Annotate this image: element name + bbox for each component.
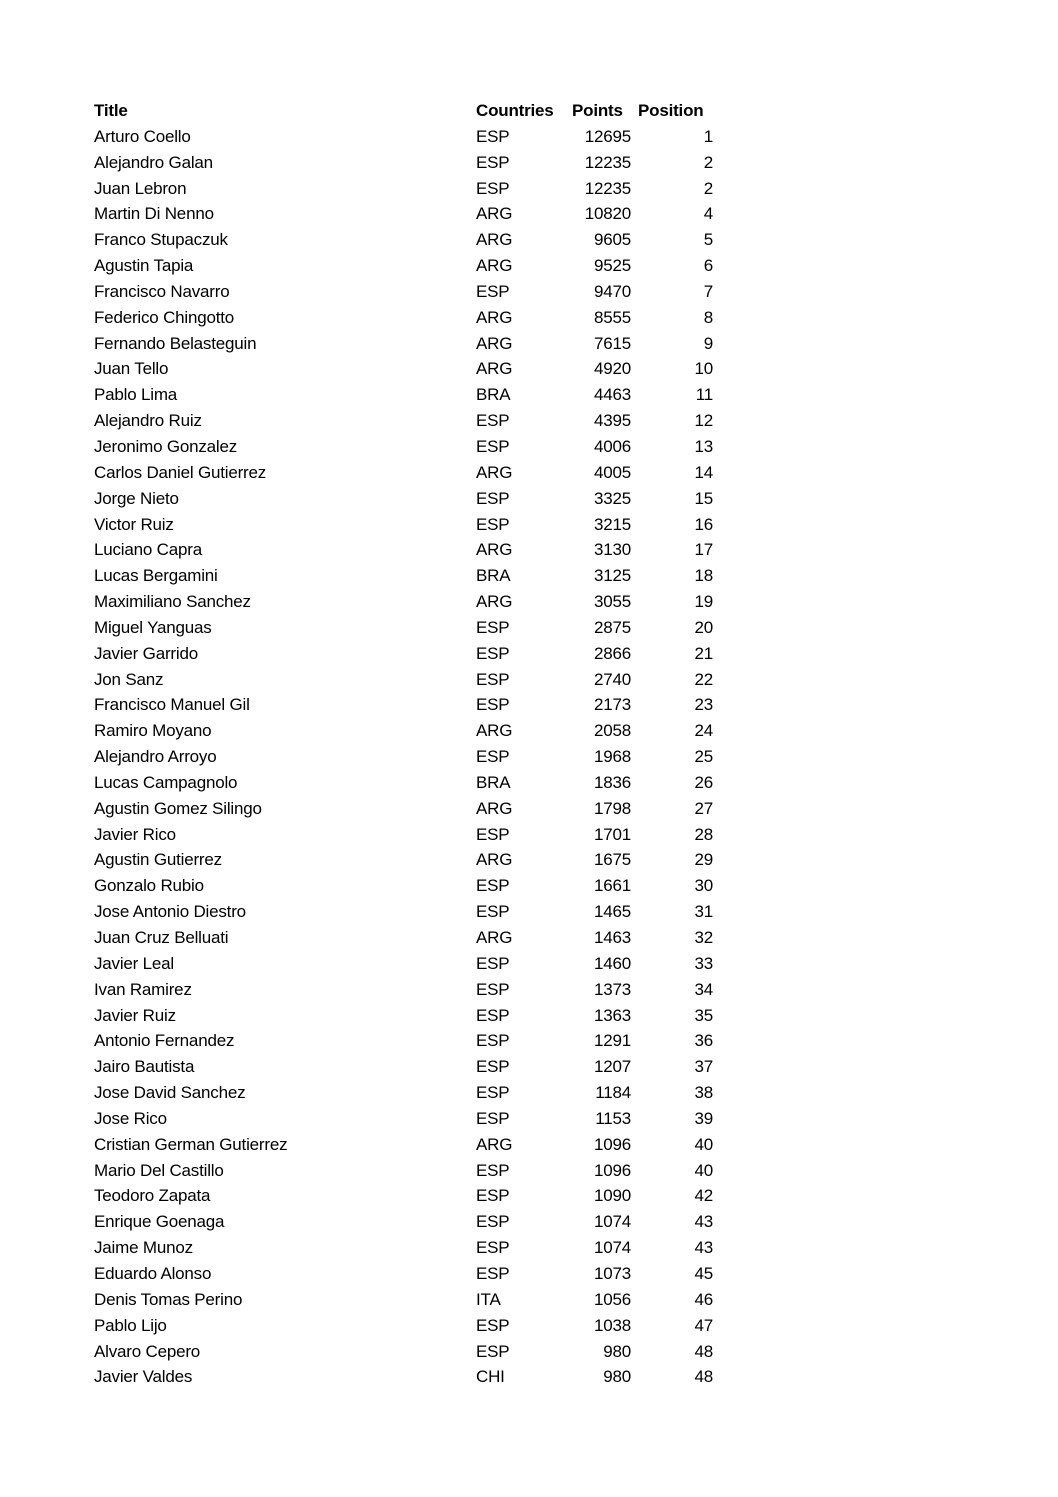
player-points: 1291 [593, 1031, 631, 1051]
player-name: Federico Chingotto [94, 307, 235, 327]
player-position: 20 [694, 617, 713, 637]
table-row [94, 1003, 734, 1029]
table-row [94, 150, 734, 176]
table-row [94, 1106, 734, 1132]
player-points: 10820 [584, 204, 631, 224]
table-row [94, 537, 734, 563]
player-country: ESP [476, 1031, 510, 1051]
table-row [94, 951, 734, 977]
player-country: ITA [476, 1289, 501, 1309]
player-points: 1465 [593, 902, 631, 922]
player-country: ARG [476, 462, 513, 482]
player-position: 40 [694, 1134, 713, 1154]
player-name: Mario Del Castillo [94, 1160, 224, 1180]
table-row [94, 1054, 734, 1080]
player-name: Juan Cruz Belluati [94, 928, 229, 947]
player-position: 8 [703, 307, 713, 327]
player-name: Francisco Manuel Gil [94, 695, 250, 715]
player-points: 1184 [595, 1083, 631, 1103]
player-points: 980 [603, 1367, 631, 1387]
player-points: 980 [603, 1341, 631, 1361]
player-points: 9470 [593, 281, 631, 301]
player-name: Lucas Campagnolo [94, 772, 238, 792]
player-country: BRA [476, 772, 511, 792]
table-row [94, 899, 734, 925]
player-country: ARG [476, 307, 513, 327]
player-name: Eduardo Alonso [94, 1263, 212, 1283]
table-row [94, 770, 734, 796]
player-position: 43 [694, 1238, 713, 1258]
player-country: ESP [476, 514, 510, 534]
player-name: Francisco Navarro [94, 281, 230, 301]
player-points: 3215 [593, 514, 631, 534]
player-position: 16 [694, 514, 713, 534]
player-country: ESP [476, 902, 510, 922]
player-name: Gonzalo Rubio [94, 876, 204, 896]
player-position: 17 [694, 540, 713, 560]
player-position: 18 [694, 566, 713, 586]
table-row [94, 667, 734, 693]
player-country: ESP [476, 1005, 510, 1025]
player-points: 1056 [593, 1289, 631, 1309]
player-position: 43 [694, 1212, 713, 1232]
player-position: 10 [694, 359, 713, 379]
player-name: Alejandro Galan [94, 152, 213, 172]
player-position: 25 [694, 747, 713, 767]
table-row [94, 822, 734, 848]
player-points: 1096 [593, 1160, 631, 1180]
table-row [94, 331, 734, 357]
player-name: Ivan Ramirez [94, 979, 192, 999]
table-row [94, 176, 734, 202]
player-position: 15 [694, 488, 713, 508]
player-position: 42 [694, 1186, 713, 1206]
player-country: ESP [476, 669, 510, 689]
table-row [94, 382, 734, 408]
player-position: 34 [694, 979, 713, 999]
player-country: ARG [476, 850, 513, 870]
player-points: 12235 [584, 152, 631, 172]
player-position: 26 [694, 772, 713, 792]
player-points: 1090 [593, 1186, 631, 1206]
player-country: ESP [476, 411, 510, 431]
table-row [94, 615, 734, 641]
player-country: ESP [476, 152, 510, 172]
player-name: Carlos Daniel Gutierrez [94, 462, 267, 482]
player-name: Juan Lebron [94, 178, 187, 198]
player-position: 5 [703, 230, 713, 250]
player-name: Javier Valdes [94, 1367, 193, 1387]
player-position: 28 [694, 824, 713, 844]
player-points: 2173 [593, 695, 631, 715]
player-country: ARG [476, 230, 513, 250]
rankings-table [94, 98, 734, 1390]
player-position: 1 [703, 126, 713, 146]
player-country: ESP [476, 695, 510, 715]
player-name: Cristian German Gutierrez [94, 1134, 288, 1154]
player-country: ESP [476, 1341, 510, 1361]
player-position: 39 [694, 1108, 713, 1128]
player-points: 4920 [593, 359, 631, 379]
player-name: Maximiliano Sanchez [94, 592, 251, 612]
player-position: 2 [703, 178, 713, 198]
player-country: ESP [476, 1186, 510, 1206]
table-row [94, 512, 734, 538]
player-points: 1363 [593, 1005, 631, 1025]
player-position: 27 [694, 798, 713, 818]
table-row [94, 1339, 734, 1365]
player-country: ARG [476, 204, 513, 224]
player-position: 19 [694, 592, 713, 612]
player-country: CHI [476, 1367, 505, 1387]
player-name: Denis Tomas Perino [94, 1289, 243, 1309]
header-title: Title [94, 101, 128, 120]
player-position: 46 [694, 1289, 713, 1309]
player-country: ARG [476, 540, 513, 560]
player-points: 4005 [593, 462, 631, 482]
player-name: Franco Stupaczuk [94, 230, 228, 250]
player-name: Pablo Lima [94, 385, 178, 405]
table-row [94, 925, 734, 951]
player-position: 23 [694, 695, 713, 715]
player-country: ARG [476, 592, 513, 612]
player-country: ESP [476, 178, 510, 198]
player-name: Jeronimo Gonzalez [94, 436, 238, 456]
player-country: ARG [476, 359, 513, 379]
player-country: ESP [476, 617, 510, 637]
player-points: 1675 [593, 850, 631, 870]
player-position: 37 [694, 1057, 713, 1077]
player-name: Javier Leal [94, 953, 175, 973]
player-position: 12 [694, 411, 713, 431]
player-country: ARG [476, 1134, 513, 1154]
player-name: Luciano Capra [94, 540, 202, 560]
player-points: 12695 [584, 126, 631, 146]
player-points: 4463 [593, 385, 631, 405]
table-row [94, 589, 734, 615]
player-country: BRA [476, 566, 511, 586]
player-position: 2 [703, 152, 713, 172]
table-row [94, 718, 734, 744]
player-points: 4006 [593, 436, 631, 456]
player-points: 3325 [593, 488, 631, 508]
player-country: ESP [476, 1263, 510, 1283]
player-points: 1207 [593, 1057, 631, 1077]
table-row [94, 408, 734, 434]
player-position: 35 [694, 1005, 713, 1025]
player-country: ESP [476, 747, 510, 767]
player-position: 14 [694, 462, 713, 482]
player-country: ESP [476, 1315, 510, 1335]
table-row [94, 460, 734, 486]
table-row [94, 305, 734, 331]
player-country: ESP [476, 1238, 510, 1258]
player-country: ESP [476, 643, 510, 663]
player-position: 48 [694, 1367, 713, 1387]
player-position: 32 [694, 928, 713, 947]
player-points: 1463 [593, 928, 631, 947]
player-name: Arturo Coello [94, 126, 191, 146]
player-name: Pablo Lijo [94, 1315, 167, 1335]
player-position: 11 [695, 385, 713, 405]
player-points: 7615 [593, 333, 631, 353]
player-position: 9 [703, 333, 713, 353]
player-name: Alvaro Cepero [94, 1341, 201, 1361]
player-points: 2866 [593, 643, 631, 663]
table-header-row [94, 98, 734, 124]
table-row [94, 641, 734, 667]
player-position: 45 [694, 1263, 713, 1283]
player-points: 1460 [593, 953, 631, 973]
player-name: Jose Rico [94, 1108, 167, 1128]
player-points: 3125 [593, 566, 631, 586]
player-country: ESP [476, 436, 510, 456]
player-name: Javier Rico [94, 824, 176, 844]
player-position: 40 [694, 1160, 713, 1180]
player-points: 1153 [595, 1108, 631, 1128]
player-country: ESP [476, 1160, 510, 1180]
player-points: 1701 [593, 824, 631, 844]
player-position: 22 [694, 669, 713, 689]
table-row [94, 356, 734, 382]
player-name: Enrique Goenaga [94, 1212, 225, 1232]
player-country: ESP [476, 488, 510, 508]
player-position: 31 [694, 902, 713, 922]
player-name: Miguel Yanguas [94, 617, 212, 637]
player-country: ESP [476, 126, 510, 146]
player-name: Antonio Fernandez [94, 1031, 235, 1051]
player-points: 9525 [593, 256, 631, 276]
player-points: 12235 [584, 178, 631, 198]
player-points: 1836 [593, 772, 631, 792]
player-points: 1096 [593, 1134, 631, 1154]
player-country: ESP [476, 824, 510, 844]
player-name: Javier Garrido [94, 643, 198, 663]
player-name: Ramiro Moyano [94, 721, 212, 741]
player-country: ARG [476, 256, 513, 276]
table-row [94, 977, 734, 1003]
table-row [94, 253, 734, 279]
table-row [94, 796, 734, 822]
table-row [94, 434, 734, 460]
table-row [94, 1287, 734, 1313]
table-row [94, 1235, 734, 1261]
player-name: Victor Ruiz [94, 514, 174, 534]
player-country: BRA [476, 385, 511, 405]
player-points: 1074 [593, 1238, 631, 1258]
table-row [94, 1209, 734, 1235]
player-position: 24 [694, 721, 713, 741]
player-country: ESP [476, 1108, 510, 1128]
player-country: ESP [476, 876, 510, 896]
table-row [94, 873, 734, 899]
player-country: ESP [476, 1212, 510, 1232]
player-name: Jose David Sanchez [94, 1083, 246, 1103]
player-points: 1968 [593, 747, 631, 767]
player-points: 1074 [593, 1212, 631, 1232]
player-name: Alejandro Ruiz [94, 411, 202, 431]
player-position: 47 [694, 1315, 713, 1335]
player-name: Martin Di Nenno [94, 204, 214, 224]
table-row [94, 1313, 734, 1339]
player-points: 1038 [593, 1315, 631, 1335]
player-name: Javier Ruiz [94, 1005, 176, 1025]
player-position: 4 [703, 204, 713, 224]
player-position: 48 [694, 1341, 713, 1361]
player-name: Agustin Gutierrez [94, 850, 222, 870]
player-country: ESP [476, 953, 510, 973]
table-row [94, 1028, 734, 1054]
player-name: Lucas Bergamini [94, 566, 218, 586]
player-name: Jorge Nieto [94, 488, 179, 508]
player-country: ARG [476, 333, 513, 353]
player-name: Jon Sanz [94, 669, 164, 689]
player-position: 33 [694, 953, 713, 973]
player-name: Alejandro Arroyo [94, 747, 217, 767]
player-points: 3130 [593, 540, 631, 560]
player-name: Agustin Gomez Silingo [94, 798, 262, 818]
player-country: ESP [476, 1057, 510, 1077]
player-points: 2058 [593, 721, 631, 741]
player-country: ESP [476, 1083, 510, 1103]
table-row [94, 1080, 734, 1106]
player-position: 29 [694, 850, 713, 870]
player-position: 38 [694, 1083, 713, 1103]
table-row [94, 744, 734, 770]
player-points: 2740 [593, 669, 631, 689]
table-row [94, 1158, 734, 1184]
player-points: 3055 [593, 592, 631, 612]
player-points: 1661 [593, 876, 631, 896]
player-country: ESP [476, 281, 510, 301]
table-body [94, 124, 734, 1390]
table-row [94, 1364, 734, 1390]
player-name: Agustin Tapia [94, 256, 194, 276]
player-position: 13 [694, 436, 713, 456]
player-points: 1373 [593, 979, 631, 999]
table-row [94, 1261, 734, 1287]
player-name: Jaime Munoz [94, 1238, 193, 1258]
player-points: 1798 [593, 798, 631, 818]
player-name: Teodoro Zapata [94, 1186, 211, 1206]
table-row [94, 124, 734, 150]
player-name: Jairo Bautista [94, 1057, 195, 1077]
player-position: 30 [694, 876, 713, 896]
player-position: 7 [703, 281, 713, 301]
player-points: 8555 [593, 307, 631, 327]
player-country: ARG [476, 721, 513, 741]
player-name: Juan Tello [94, 359, 169, 379]
player-position: 6 [703, 256, 713, 276]
player-position: 36 [694, 1031, 713, 1051]
player-country: ESP [476, 979, 510, 999]
player-points: 2875 [593, 617, 631, 637]
table-row [94, 563, 734, 589]
player-name: Fernando Belasteguin [94, 333, 257, 353]
table-row [94, 486, 734, 512]
player-position: 21 [694, 643, 713, 663]
table-row [94, 279, 734, 305]
player-points: 4395 [593, 411, 631, 431]
player-points: 9605 [593, 230, 631, 250]
player-country: ARG [476, 928, 513, 947]
table-row [94, 1183, 734, 1209]
table-row [94, 692, 734, 718]
header-points: Points [572, 101, 623, 120]
player-country: ARG [476, 798, 513, 818]
header-position: Position [638, 101, 704, 120]
table-row [94, 847, 734, 873]
table-row [94, 201, 734, 227]
table-row [94, 227, 734, 253]
player-name: Jose Antonio Diestro [94, 902, 246, 922]
player-points: 1073 [593, 1263, 631, 1283]
header-countries: Countries [476, 101, 554, 120]
table-row [94, 1132, 734, 1158]
